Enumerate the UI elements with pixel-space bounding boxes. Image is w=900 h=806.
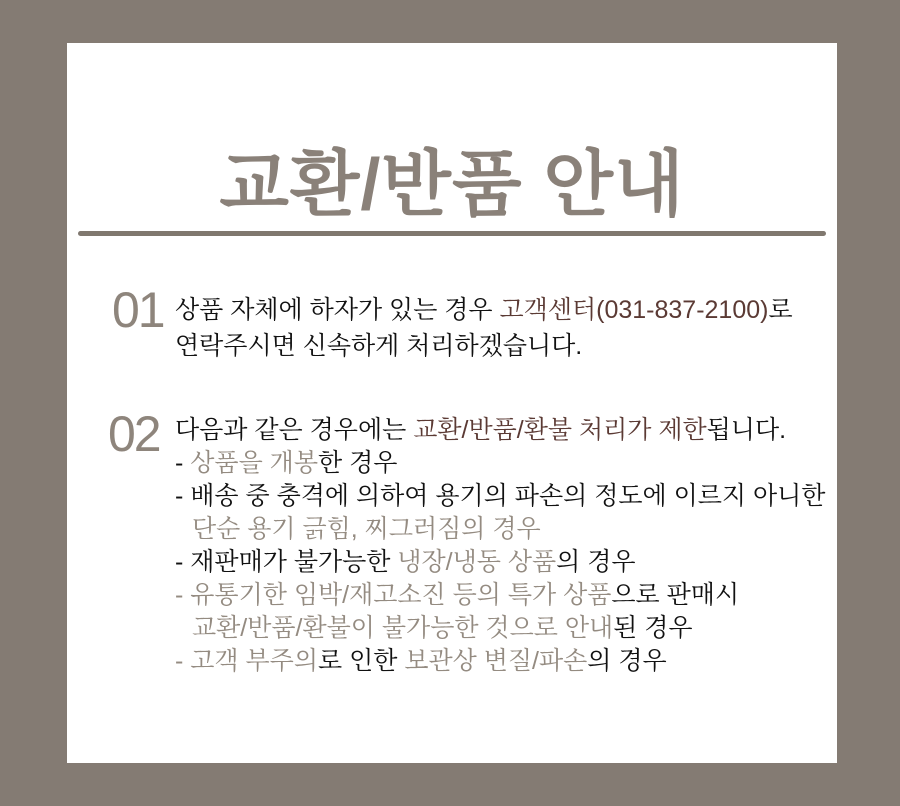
text-segment: 고객센터(031-837-2100) [499, 296, 769, 324]
text-segment: - [175, 449, 191, 477]
text-segment: 의 경우 [556, 548, 636, 576]
text-segment: 상품 자체에 하자가 있는 경우 [175, 296, 500, 324]
notice-line-continuation [175, 513, 830, 546]
text-segment: 한 경우 [317, 449, 398, 477]
notice-line [175, 292, 830, 328]
notice-card [67, 43, 837, 763]
notice-line [175, 447, 830, 480]
text-segment: - 배송 중 충격에 의하여 용기의 파손의 정도에 이르지 아니한 [175, 482, 826, 510]
notice-line [175, 546, 830, 579]
notice-line [175, 645, 830, 678]
title-divider [78, 231, 826, 236]
page-title: 교환/반품 안내 [219, 145, 685, 226]
text-segment: - 유통기한 임박/재고소진 등의 특가 상품 [175, 581, 612, 609]
text-segment: - 재판매가 불가능한 [175, 548, 398, 576]
notice-line-continuation [175, 612, 830, 645]
text-segment: 로 [768, 296, 793, 324]
text-segment: 연락주시면 신속하게 처리하겠습니다. [175, 332, 583, 360]
section-number-02: 02 [108, 406, 160, 462]
notice-line [175, 480, 830, 513]
text-segment: 냉장/냉동 상품 [397, 548, 557, 576]
text-segment: 교환/반품/환불이 불가능한 것으로 안내 [192, 614, 614, 642]
text-segment: 상품을 개봉 [190, 449, 318, 477]
text-segment: 로 인한 [317, 647, 405, 675]
text-segment: 의 경우 [587, 647, 667, 675]
text-segment: 된 경우 [613, 614, 693, 642]
text-segment: 으로 판매시 [611, 581, 740, 609]
text-segment: 다음과 같은 경우에는 [175, 416, 414, 444]
section-02-body [175, 414, 830, 678]
text-segment: 교환/반품/환불 처리가 제한 [413, 416, 707, 444]
notice-line [175, 579, 830, 612]
text-segment: - 고객 부주의 [175, 647, 318, 675]
section-number-01: 01 [112, 282, 164, 338]
text-segment: 됩니다. [706, 416, 787, 444]
section-01-body [175, 292, 830, 364]
text-segment: 보관상 변질/파손 [404, 647, 588, 675]
text-segment: 단순 용기 긁힘, 찌그러짐의 경우 [192, 515, 541, 543]
notice-line [175, 414, 830, 447]
notice-line [175, 328, 830, 364]
